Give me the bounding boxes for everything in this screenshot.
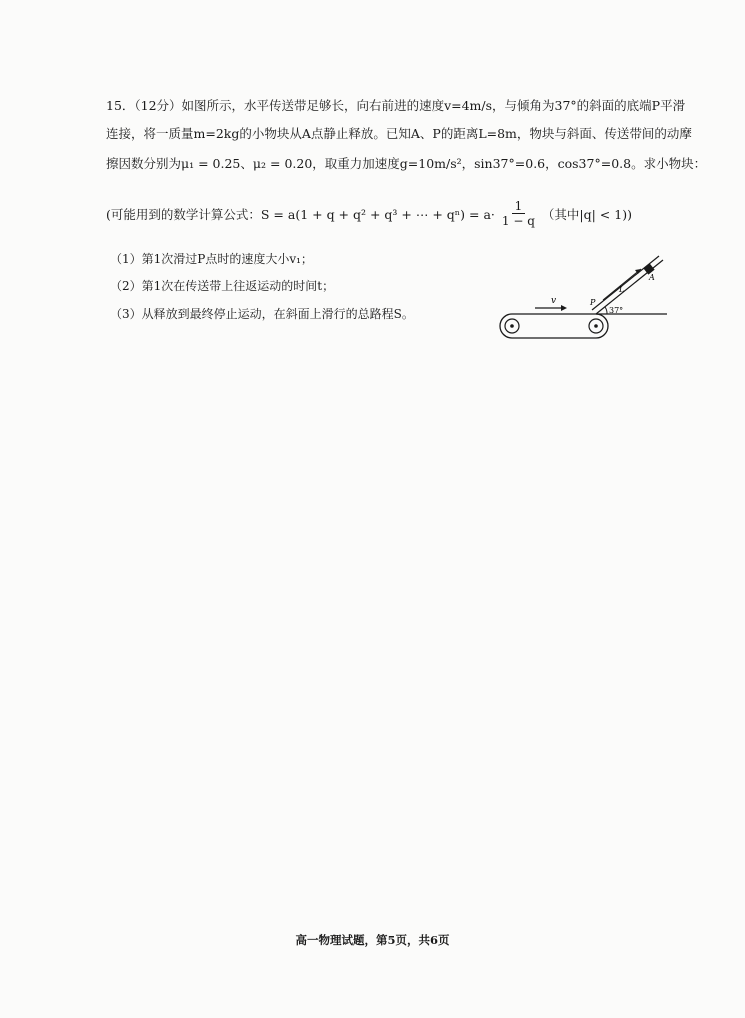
- question-2: （2）第1次在传送带上往返运动的时间t；: [110, 279, 335, 293]
- formula-suffix: （其中|q| < 1)): [541, 206, 632, 222]
- pulley-left: [505, 319, 519, 333]
- pulley-right: [589, 319, 603, 333]
- problem-line-3: 擦因数分别为μ₁ = 0.25、μ₂ = 0.20，取重力加速度g=10m/s²，sin37°=0.6，cos37°=0.8。求小物块：: [106, 156, 707, 171]
- velocity-label: v: [551, 296, 557, 306]
- conveyor-incline-diagram: [495, 252, 675, 347]
- math-formula: [106, 199, 632, 228]
- question-3: （3）从释放到最终停止运动，在斜面上滑行的总路程S。: [110, 307, 414, 321]
- fraction-numerator: 1: [512, 199, 526, 214]
- question-1: （1）第1次滑过P点时的速度大小v₁；: [110, 252, 313, 266]
- label-a: A: [649, 273, 655, 282]
- fraction-denominator: 1 − q: [501, 214, 535, 228]
- label-p: P: [590, 298, 596, 307]
- conveyor-belt: [500, 314, 608, 338]
- label-l: L: [619, 285, 625, 294]
- problem-line-2: 连接，将一质量m=2kg的小物块从A点静止释放。已知A、P的距离L=8m，物块与斜面、传送带间的动摩: [106, 126, 692, 141]
- angle-arc: [605, 307, 607, 314]
- angle-label: 37°: [609, 306, 624, 315]
- formula-prefix: (可能用到的数学计算公式：S = a(1 + q + q² + q³ + ⋯ + qⁿ) = a·: [106, 206, 495, 222]
- formula-fraction: [499, 199, 538, 228]
- problem-line-1: 15．（12分）如图所示，水平传送带足够长，向右前进的速度v=4m/s，与倾角为37°的斜面的底端P平滑: [106, 98, 686, 113]
- page-footer: 高一物理试题，第5页，共6页: [295, 933, 450, 947]
- incline: [592, 256, 663, 314]
